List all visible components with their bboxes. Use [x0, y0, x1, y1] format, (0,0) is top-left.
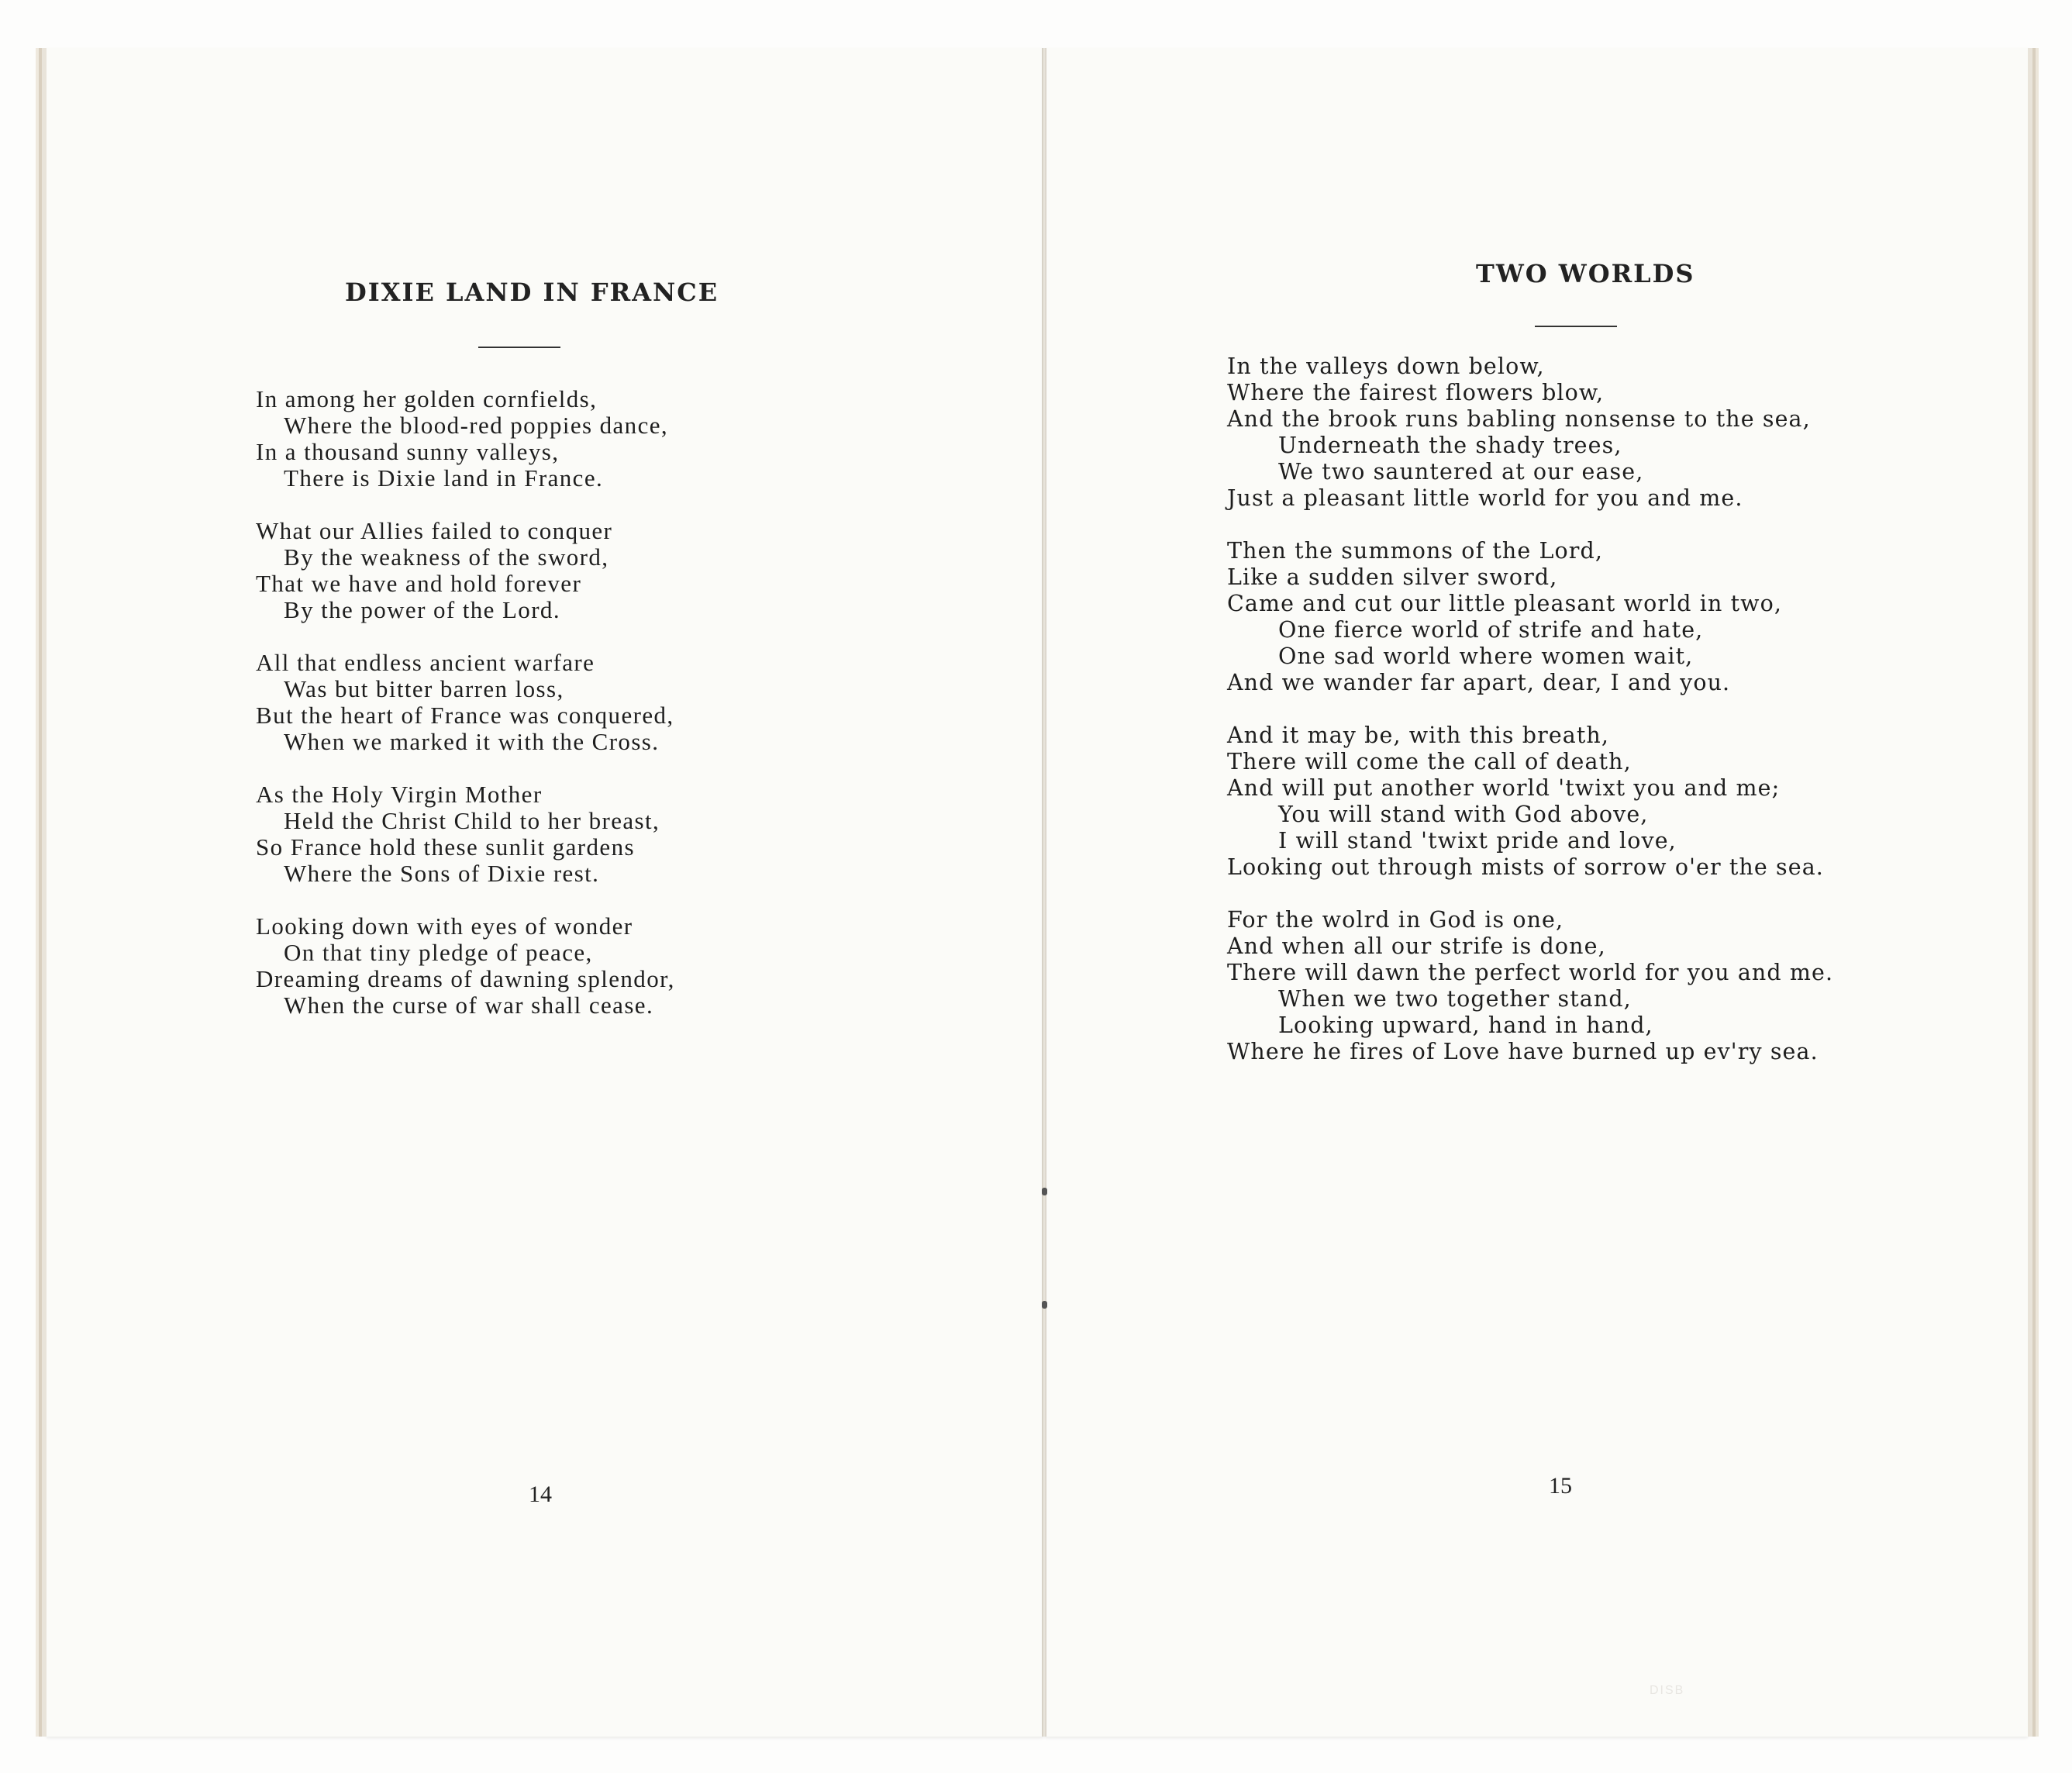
poem-line: On that tiny pledge of peace,	[284, 939, 593, 966]
poem-line: Where the fairest flowers blow,	[1227, 380, 1605, 405]
poem-line: Looking down with eyes of wonder	[256, 912, 633, 940]
poem-line: And will put another world 'twixt you and me;	[1227, 775, 1781, 801]
stanza	[1227, 723, 1833, 881]
poem-line: I will stand 'twixt pride and love,	[1278, 828, 1677, 854]
poem-line: Where the blood-red poppies dance,	[284, 412, 669, 439]
poem-line: As the Holy Virgin Mother	[256, 781, 543, 808]
poem-line: Underneath the shady trees,	[1278, 433, 1622, 458]
staple-top	[1042, 1188, 1047, 1195]
poem-line: Looking upward, hand in hand,	[1278, 1012, 1653, 1038]
poem-line: For the wolrd in God is one,	[1227, 907, 1564, 933]
stanza	[256, 781, 675, 887]
poem-line: That we have and hold forever	[256, 570, 582, 597]
poem-line: When we two together stand,	[1278, 986, 1632, 1012]
poem-line: Just a pleasant little world for you and me.	[1227, 485, 1743, 511]
poem-line: In the valleys down below,	[1227, 354, 1545, 379]
poem-line: Then the summons of the Lord,	[1227, 538, 1604, 564]
poem-line: Was but bitter barren loss,	[284, 675, 564, 702]
poem-line: In among her golden cornfields,	[256, 385, 598, 412]
poem-line: By the weakness of the sword,	[284, 543, 609, 571]
poem-line: But the heart of France was conquered,	[256, 702, 674, 729]
poem-line: And when all our strife is done,	[1227, 933, 1606, 959]
poem-line: When we marked it with the Cross.	[284, 728, 660, 755]
poem-line: All that endless ancient warfare	[256, 649, 595, 676]
poem-line: One fierce world of strife and hate,	[1278, 617, 1704, 643]
stanza	[256, 518, 675, 623]
poem-line: And it may be, with this breath,	[1227, 723, 1610, 748]
poem-line: We two sauntered at our ease,	[1278, 459, 1644, 485]
poem-line: And the brook runs babling nonsense to the sea,	[1227, 406, 1811, 432]
left-poem-body	[256, 386, 675, 1045]
poem-line: There will come the call of death,	[1227, 749, 1632, 774]
poem-line: By the power of the Lord.	[284, 596, 560, 623]
right-poem-body	[1227, 354, 1833, 1092]
poem-line: There will dawn the perfect world for you and me.	[1227, 960, 1834, 985]
left-title-rule	[478, 347, 560, 348]
poem-line: When the curse of war shall cease.	[284, 992, 654, 1019]
poem-line: So France hold these sunlit gardens	[256, 833, 635, 861]
left-page-number: 14	[529, 1482, 552, 1507]
stanza	[1227, 538, 1833, 696]
right-title-rule	[1535, 326, 1617, 327]
stanza	[256, 650, 675, 755]
poem-line: Where the Sons of Dixie rest.	[284, 860, 600, 887]
stanza	[256, 386, 675, 492]
poem-line: And we wander far apart, dear, I and you.	[1227, 670, 1731, 695]
poem-line: There is Dixie land in France.	[284, 464, 604, 492]
staple-bottom	[1042, 1301, 1047, 1309]
library-stamp: DISB	[1650, 1684, 1685, 1697]
poem-line: In a thousand sunny valleys,	[256, 438, 560, 465]
right-poem-title: TWO WORLDS	[1476, 259, 1695, 288]
poem-line: One sad world where women wait,	[1278, 643, 1694, 669]
right-page-number: 15	[1549, 1473, 1572, 1499]
poem-line: Like a sudden silver sword,	[1227, 564, 1558, 590]
poem-line: Dreaming dreams of dawning splendor,	[256, 965, 675, 992]
poem-line: You will stand with God above,	[1278, 802, 1649, 827]
stanza	[256, 913, 675, 1019]
book-gutter	[1042, 48, 1046, 1737]
poem-line: Looking out through mists of sorrow o'er the sea.	[1227, 854, 1824, 880]
left-poem-title: DIXIE LAND IN FRANCE	[345, 278, 719, 307]
poem-line: What our Allies failed to conquer	[256, 517, 613, 544]
poem-line: Where he fires of Love have burned up ev'ry sea.	[1227, 1039, 1819, 1064]
poem-line: Came and cut our little pleasant world in two,	[1227, 591, 1783, 616]
poem-line: Held the Christ Child to her breast,	[284, 807, 660, 834]
stanza	[1227, 354, 1833, 512]
stanza	[1227, 907, 1833, 1065]
